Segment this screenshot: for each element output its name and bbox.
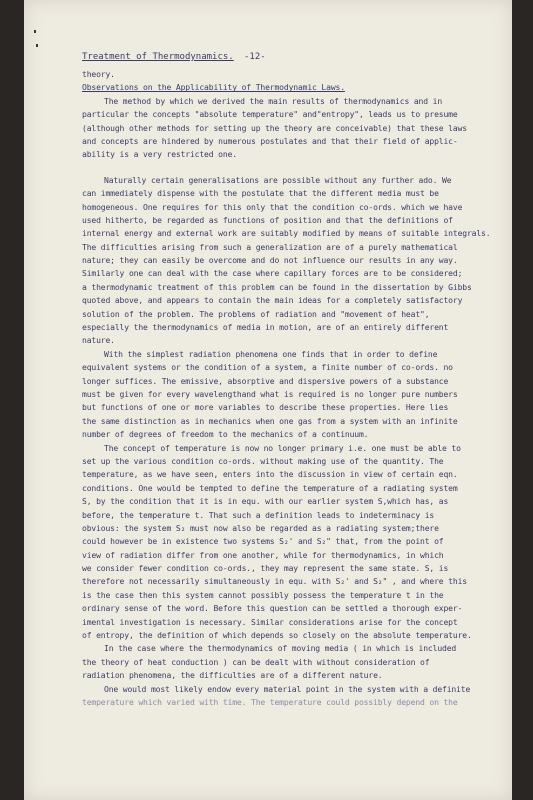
text-line: could however be in existence two systems S₂' and S₂" that, from the point of [82,537,444,547]
document-title: Treatment of Thermodynamics. [82,52,234,62]
document-body [82,68,502,709]
text-line: longer suffices. The emissive, absorptive and dispersive powers of a substance [82,376,449,386]
text-line [82,162,502,174]
text-line: of entropy, the definition of which depends so closely on the absolute temperature. [82,631,472,641]
text-line: therefore not necessarily simultaneously in equ. with S₂' and S₂" , and where this [82,577,467,587]
text-line: set up the various condition co-ords. without making use of the quantity. The [82,456,444,466]
text-line: internal energy and external work are suitably modified by means of suitable integrals. [82,229,491,239]
document-page [24,0,512,800]
text-line: we consider fewer condition co-ords., they may represent the same state. S, is [82,564,449,574]
text-line: especially the thermodynamics of media in motion, are of an entirely different [82,323,449,333]
binding-mark [36,44,38,47]
page-header [82,52,462,63]
text-line: particular the concepts "absolute temperature" and"entropy", leads us to presume [82,110,458,120]
text-line: is the case then this system cannot possibly possess the temperature t in the [82,590,444,600]
text-line: The method by which we derived the main results of thermodynamics and in [104,96,443,106]
text-line: radiation phenomena, the difficulties are of a different nature. [82,671,383,681]
text-line: quoted above, and appears to contain the main ideas for a completely satisfactory [82,296,463,306]
binding-mark [34,30,36,33]
text-line: before, the temperature t. That such a definition leads to indeterminacy is [82,510,435,520]
text-line: equivalent systems or the condition of a system, a finite number of co-ords. no [82,363,453,373]
text-line: used hitherto, be regarded as functions of position and that the definitions of [82,215,453,225]
text-line: temperature, as we have seen, enters into the discussion in view of certain eqn. [82,470,458,480]
text-line: but functions of one or more variables to describe these properties. Here lies [82,403,449,413]
text-line: With the simplest radiation phenomena one finds that in order to define [104,349,438,359]
text-line: The difficulties arising from such a generalization are of a purely mathematical [82,242,458,252]
text-line: imental investigation is necessary. Similar considerations arise for the concept [82,617,458,627]
text-line: must be given for every wavelengthand what is required is no longer pure numbers [82,389,458,399]
text-line: ability is a very restricted one. [82,150,237,160]
text-line: view of radiation differ from one another, while for thermodynamics, in which [82,550,444,560]
text-line: temperature which varied with time. The temperature could possibly depend on the [82,697,458,707]
text-line: conditions. One would be tempted to define the temperature of a radiating system [82,483,458,493]
text-line: Naturally certain generalisations are possible without any further ado. We [104,175,452,185]
text-line: homogeneous. One requires for this only that the condition co-ords. which we have [82,202,463,212]
text-line: nature. [82,336,115,346]
text-line: and concepts are hindered by numerous postulates and that their field of applic- [82,136,458,146]
text-line: S, by the condition that it is in equ. with our earlier system S,which has, as [82,497,449,507]
text-line: nature; they can easily be overcome and do not influence our results in any way. [82,256,458,266]
text-line: solution of the problem. The problems of radiation and "movement of heat", [82,309,430,319]
text-line: In the case where the thermodynamics of moving media ( in which is included [104,644,457,654]
text-line: the theory of heat conduction ) can be dealt with without consideration of [82,657,430,667]
section-heading: Observations on the Applicability of Thermodynamic Laws. [82,83,345,93]
text-line: number of degrees of freedom to the mechanics of a continuum. [82,430,369,440]
text-line: The concept of temperature is now no longer primary i.e. one must be able to [104,443,461,453]
text-line: Similarly one can deal with the case where capillary forces are to be considered; [82,269,463,279]
text-line: a thermodynamic treatment of this problem can be found in the dissertation by Gibbs [82,282,472,292]
text-line: ordinary sense of the word. Before this question can be settled a thorough exper- [82,604,463,614]
text-line: can immediately dispense with the postulate that the different media must be [82,189,439,199]
text-line: theory. [82,70,115,79]
text-line: One would most likely endow every material point in the system with a definite [104,684,471,694]
text-line: obvious: the system S₂ must now also be regarded as a radiating system;there [82,523,439,533]
text-line: the same distinction as in mechanics when one gas from a system with an infinite [82,416,458,426]
page-number: -12- [244,52,266,62]
text-line: (although other methods for setting up the theory are conceivable) that these laws [82,123,467,133]
